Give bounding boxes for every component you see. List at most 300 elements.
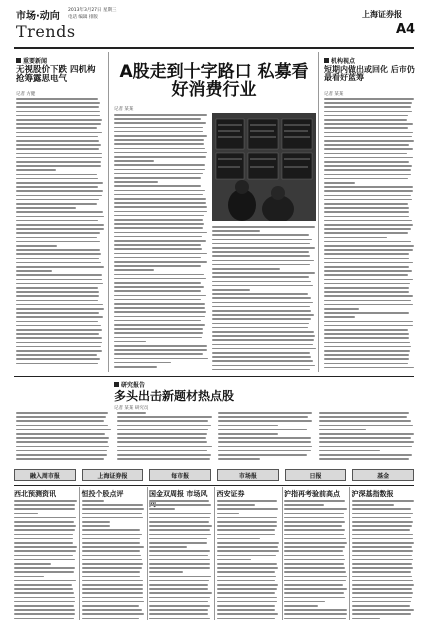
text-line xyxy=(284,563,344,565)
text-line xyxy=(352,508,411,510)
text-line xyxy=(218,425,278,427)
text-line xyxy=(217,504,256,506)
text-line xyxy=(114,143,204,145)
text-line xyxy=(14,500,77,502)
text-line xyxy=(16,312,99,314)
text-line xyxy=(217,618,276,620)
text-line xyxy=(82,555,141,557)
text-line xyxy=(352,517,412,519)
text-line xyxy=(117,437,206,439)
text-line xyxy=(217,538,260,540)
text-line xyxy=(114,232,207,234)
text-line xyxy=(324,287,409,289)
text-line xyxy=(218,412,312,414)
text-line xyxy=(149,504,211,506)
text-line xyxy=(16,342,102,344)
text-line xyxy=(114,164,205,166)
text-line xyxy=(114,349,207,351)
text-line xyxy=(324,295,413,297)
text-line xyxy=(14,592,74,594)
text-line xyxy=(352,546,413,548)
text-line xyxy=(212,251,309,253)
text-line xyxy=(117,458,210,460)
text-line xyxy=(149,559,210,561)
text-line xyxy=(114,320,201,322)
section-title: 市场·动向 xyxy=(16,11,60,22)
text-line xyxy=(82,584,143,586)
text-line xyxy=(324,136,412,138)
text-line xyxy=(14,542,73,544)
column-divider xyxy=(282,487,283,620)
text-line xyxy=(284,613,347,615)
text-line xyxy=(14,538,73,540)
text-line xyxy=(149,525,212,527)
text-line xyxy=(16,446,109,448)
text-line xyxy=(16,220,98,222)
column-divider xyxy=(108,52,109,372)
text-line xyxy=(212,268,280,270)
text-line xyxy=(212,230,260,232)
text-line xyxy=(14,555,73,557)
text-line xyxy=(114,148,205,150)
column-heading: 西安证券 xyxy=(216,490,245,498)
text-line xyxy=(16,195,102,197)
text-line xyxy=(149,538,207,540)
text-line xyxy=(114,215,204,217)
text-line xyxy=(114,198,206,200)
text-line xyxy=(284,592,344,594)
bullet-square-icon xyxy=(16,58,21,63)
text-line xyxy=(16,337,102,339)
text-line xyxy=(82,559,143,561)
text-line xyxy=(319,416,407,418)
text-line xyxy=(324,329,408,331)
text-line xyxy=(16,266,104,268)
text-line xyxy=(324,346,411,348)
text-line xyxy=(212,323,309,325)
text-line xyxy=(324,144,409,146)
text-line xyxy=(324,186,413,188)
text-line xyxy=(212,293,308,295)
text-line xyxy=(284,601,325,603)
text-line xyxy=(114,358,208,360)
text-line xyxy=(16,425,108,427)
section-rule xyxy=(14,376,414,377)
text-line xyxy=(16,354,97,356)
lower-story-tag: 研究报告 xyxy=(114,380,145,389)
text-line xyxy=(324,203,408,205)
text-line xyxy=(82,521,111,523)
text-line xyxy=(16,262,101,264)
text-line xyxy=(217,521,278,523)
text-line xyxy=(217,525,277,527)
text-line xyxy=(16,321,98,323)
text-line xyxy=(117,454,211,456)
text-line xyxy=(324,321,413,323)
text-line xyxy=(82,550,141,552)
text-line xyxy=(324,333,409,335)
text-line xyxy=(324,304,413,306)
text-line xyxy=(114,202,206,204)
masthead-rule xyxy=(14,47,414,49)
text-line xyxy=(324,123,413,125)
text-line xyxy=(114,269,154,271)
text-line xyxy=(324,237,387,239)
text-line xyxy=(217,580,276,582)
main-story-body-left xyxy=(114,114,208,370)
text-line xyxy=(352,513,414,515)
text-line xyxy=(114,274,204,276)
lower-story-byline: 记者 某某 研究员 xyxy=(114,406,149,411)
text-line xyxy=(114,353,203,355)
text-line xyxy=(14,521,74,523)
text-line xyxy=(284,525,342,527)
text-line xyxy=(82,529,141,531)
text-line xyxy=(82,597,143,599)
text-line xyxy=(82,588,143,590)
market-photo xyxy=(212,113,316,221)
text-line xyxy=(324,312,409,314)
text-line xyxy=(324,169,411,171)
text-line xyxy=(16,224,104,226)
channel-tab: 日报 xyxy=(285,469,347,481)
text-line xyxy=(284,597,345,599)
text-line xyxy=(324,224,413,226)
text-line xyxy=(114,131,203,133)
text-line xyxy=(16,253,101,255)
text-line xyxy=(16,363,98,365)
column-body xyxy=(149,500,212,620)
text-line xyxy=(16,300,98,302)
lower-story-body xyxy=(16,412,414,464)
text-line xyxy=(114,173,203,175)
text-line xyxy=(218,429,307,431)
text-line xyxy=(16,450,107,452)
column-heading: 国金双周报 市场风 xyxy=(149,490,208,498)
text-line xyxy=(352,605,411,607)
text-line xyxy=(212,365,315,367)
text-line xyxy=(16,433,105,435)
text-line xyxy=(114,311,206,313)
text-line xyxy=(114,341,146,343)
text-line xyxy=(149,580,209,582)
text-line xyxy=(16,190,103,192)
column-divider xyxy=(349,487,350,620)
text-line xyxy=(14,504,75,506)
text-line xyxy=(14,567,75,569)
text-line xyxy=(114,345,207,347)
text-line xyxy=(16,216,104,218)
text-line xyxy=(217,546,279,548)
text-line xyxy=(82,571,140,573)
text-line xyxy=(324,274,408,276)
text-line xyxy=(82,618,140,620)
text-line xyxy=(114,282,201,284)
text-line xyxy=(319,454,412,456)
text-line xyxy=(114,303,205,305)
left-story-byline: 记者 方健 xyxy=(16,92,36,97)
text-line xyxy=(16,283,103,285)
text-line xyxy=(14,525,76,527)
text-line xyxy=(14,550,76,552)
bottom-columns xyxy=(14,487,414,622)
text-line xyxy=(324,283,410,285)
text-line xyxy=(218,433,278,435)
text-line xyxy=(114,122,206,124)
text-line xyxy=(14,580,76,582)
text-line xyxy=(324,266,409,268)
text-line xyxy=(149,601,208,603)
text-line xyxy=(16,249,100,251)
text-line xyxy=(319,429,366,431)
text-line xyxy=(319,425,413,427)
text-line xyxy=(117,429,208,431)
text-line xyxy=(16,429,111,431)
text-line xyxy=(16,178,98,180)
text-line xyxy=(16,295,99,297)
text-line xyxy=(212,255,310,257)
text-line xyxy=(149,618,210,620)
text-line xyxy=(16,437,109,439)
text-line xyxy=(82,605,140,607)
text-line xyxy=(352,534,413,536)
right-story-body xyxy=(324,98,414,372)
text-line xyxy=(319,433,414,435)
text-line xyxy=(218,416,308,418)
text-line xyxy=(324,358,409,360)
column-body xyxy=(14,500,77,620)
text-line xyxy=(284,567,345,569)
main-story-headline: A股走到十字路口 私募看好消费行业 xyxy=(119,62,309,100)
text-line xyxy=(82,508,145,510)
text-line xyxy=(324,153,407,155)
text-line xyxy=(14,605,74,607)
text-line xyxy=(324,367,414,369)
masthead xyxy=(0,0,428,48)
text-line xyxy=(212,352,310,354)
text-line xyxy=(218,446,312,448)
text-line xyxy=(14,517,76,519)
text-line xyxy=(149,567,210,569)
text-line xyxy=(284,504,324,506)
text-line xyxy=(16,127,97,129)
text-line xyxy=(212,310,311,312)
column-divider xyxy=(318,52,319,372)
text-line xyxy=(212,247,315,249)
column-body xyxy=(82,500,145,620)
bottom-rule xyxy=(14,485,414,486)
text-line xyxy=(217,508,278,510)
text-line xyxy=(82,592,143,594)
text-line xyxy=(114,265,201,267)
text-line xyxy=(352,618,380,620)
text-line xyxy=(212,272,315,274)
text-line xyxy=(149,517,210,519)
text-line xyxy=(284,618,346,620)
paper-name: 上海证券报 xyxy=(362,9,402,19)
text-line xyxy=(114,362,171,364)
text-line xyxy=(117,420,208,422)
text-line xyxy=(352,584,414,586)
text-line xyxy=(324,270,412,272)
text-line xyxy=(324,211,409,213)
text-line xyxy=(114,185,201,187)
text-line xyxy=(16,111,100,113)
text-line xyxy=(16,274,102,276)
right-story-byline: 记者 某某 xyxy=(324,92,344,97)
text-line xyxy=(319,450,380,452)
text-line xyxy=(218,454,307,456)
text-line xyxy=(212,281,311,283)
channel-tab: 每市报 xyxy=(149,469,211,481)
column-divider xyxy=(79,487,80,620)
text-line xyxy=(149,521,209,523)
text-line xyxy=(16,132,102,134)
text-line xyxy=(352,525,413,527)
text-line xyxy=(16,287,98,289)
text-line xyxy=(352,576,413,578)
text-line xyxy=(149,563,210,565)
text-line xyxy=(324,115,408,117)
text-line xyxy=(114,219,203,221)
channel-tab: 上海证券报 xyxy=(82,469,144,481)
text-line xyxy=(284,546,345,548)
text-line xyxy=(16,308,104,310)
column-divider xyxy=(214,487,215,620)
text-line xyxy=(324,165,412,167)
text-line xyxy=(14,618,74,620)
text-line xyxy=(16,279,102,281)
text-line xyxy=(114,236,202,238)
text-line xyxy=(114,227,203,229)
text-line xyxy=(217,584,279,586)
text-line xyxy=(212,360,313,362)
text-line xyxy=(324,325,413,327)
text-line xyxy=(324,119,407,121)
text-line xyxy=(352,571,411,573)
text-line xyxy=(212,264,310,266)
text-line xyxy=(16,304,103,306)
text-line xyxy=(324,363,408,365)
text-line xyxy=(16,454,107,456)
text-line xyxy=(114,139,204,141)
text-line xyxy=(324,220,412,222)
text-line xyxy=(324,316,355,318)
text-line xyxy=(352,504,394,506)
trends-wordmark: Trends xyxy=(16,22,76,41)
text-line xyxy=(319,458,409,460)
text-line xyxy=(16,325,101,327)
text-line xyxy=(16,161,101,163)
text-line xyxy=(16,207,76,209)
text-line xyxy=(14,576,44,578)
text-line xyxy=(218,450,311,452)
text-line xyxy=(217,555,277,557)
text-line xyxy=(16,412,108,414)
text-line xyxy=(114,316,205,318)
text-line xyxy=(319,437,411,439)
text-line xyxy=(149,605,210,607)
text-line xyxy=(324,157,413,159)
text-line xyxy=(324,228,411,230)
text-line xyxy=(324,195,411,197)
text-line xyxy=(149,513,211,515)
text-line xyxy=(212,318,311,320)
text-line xyxy=(324,199,412,201)
text-line xyxy=(212,314,314,316)
text-line xyxy=(114,248,202,250)
text-line xyxy=(16,346,101,348)
text-line xyxy=(212,339,314,341)
text-line xyxy=(217,601,278,603)
text-line xyxy=(114,135,207,137)
text-line xyxy=(217,613,278,615)
text-line xyxy=(212,289,250,291)
text-line xyxy=(14,513,38,515)
text-line xyxy=(149,534,211,536)
text-line xyxy=(82,546,144,548)
text-line xyxy=(114,156,206,158)
text-line xyxy=(217,592,276,594)
text-line xyxy=(82,567,143,569)
text-line xyxy=(352,601,411,603)
text-line xyxy=(82,542,141,544)
text-line xyxy=(82,517,144,519)
text-line xyxy=(114,253,207,255)
text-line xyxy=(16,157,102,159)
text-line xyxy=(217,550,279,552)
text-line xyxy=(212,335,315,337)
text-line xyxy=(114,307,205,309)
text-line xyxy=(324,300,411,302)
text-line xyxy=(16,182,103,184)
text-line xyxy=(16,211,103,213)
channel-tab: 融入周市报 xyxy=(14,469,76,481)
text-line xyxy=(16,333,99,335)
text-line xyxy=(82,609,142,611)
text-line xyxy=(16,148,99,150)
text-line xyxy=(16,165,101,167)
text-line xyxy=(212,356,311,358)
text-line xyxy=(114,194,203,196)
text-line xyxy=(319,441,414,443)
text-line xyxy=(217,542,280,544)
text-line xyxy=(14,508,75,510)
text-line xyxy=(212,234,309,236)
text-line xyxy=(217,597,278,599)
text-line xyxy=(217,576,277,578)
text-line xyxy=(82,580,143,582)
text-line xyxy=(16,136,98,138)
text-line xyxy=(14,546,77,548)
text-line xyxy=(212,226,315,228)
text-line xyxy=(217,605,275,607)
text-line xyxy=(352,550,413,552)
bullet-square-icon xyxy=(114,382,119,387)
text-line xyxy=(284,508,347,510)
text-line xyxy=(212,260,314,262)
text-line xyxy=(114,244,201,246)
right-story-headline: 短期内做出或回化 后市仍最看好蓝筹 xyxy=(324,65,415,83)
text-line xyxy=(324,291,409,293)
text-line xyxy=(284,538,346,540)
text-line xyxy=(114,324,205,326)
text-line xyxy=(82,525,111,527)
text-line xyxy=(14,584,72,586)
text-line xyxy=(324,106,411,108)
text-line xyxy=(324,342,410,344)
text-line xyxy=(284,517,344,519)
